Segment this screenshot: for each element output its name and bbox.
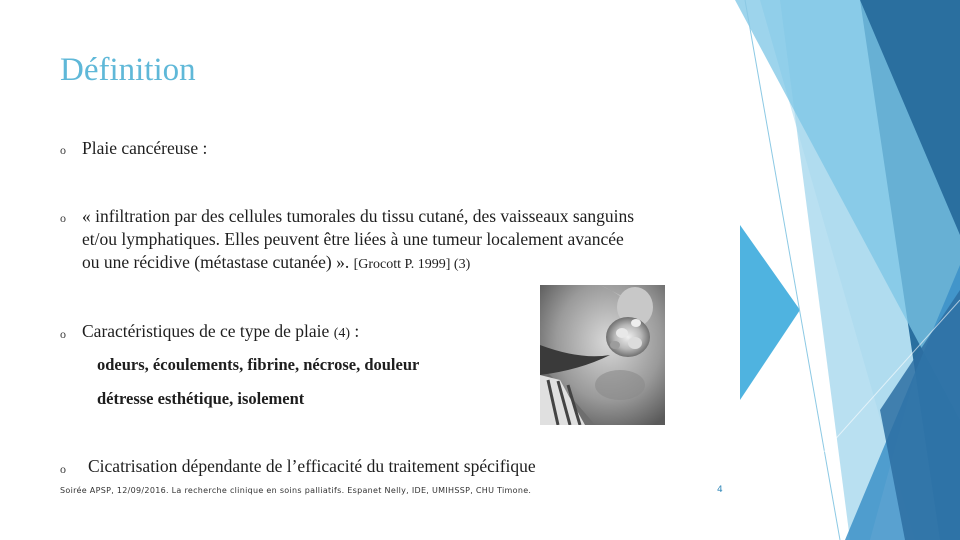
bullet-cicatrisation: Cicatrisation dépendante de l’efficacité du traitement spécifique: [88, 456, 536, 476]
bullet-marker: o: [60, 327, 66, 341]
definition-line: ou une récidive (métastase cutanée) ».: [82, 252, 350, 272]
wound-photo-image: [540, 285, 665, 425]
page-number: 4: [717, 485, 723, 495]
definition-line: et/ou lymphatiques. Elles peuvent être liées à une tumeur localement avancée: [82, 229, 624, 249]
definition-line: « infiltration par des cellules tumorales du tissu cutané, des vaisseaux sanguins: [82, 206, 635, 226]
bullet-marker: o: [60, 462, 66, 476]
sub-item-psychosocial: détresse esthétique, isolement: [97, 389, 305, 408]
caracteristiques-colon: :: [354, 321, 360, 341]
slide-title: Définition: [60, 52, 196, 88]
bullet-definition: [82, 205, 732, 276]
bullet-marker: o: [60, 143, 66, 157]
caracteristiques-text: Caractéristiques de ce type de plaie: [82, 321, 330, 341]
bullet-caracteristiques: [82, 320, 359, 345]
deco-triangle: [740, 225, 800, 400]
wound-photo: [540, 285, 665, 425]
bullet-plaie: Plaie cancéreuse :: [82, 138, 208, 158]
definition-citation: [Grocott P. 1999] (3): [353, 257, 471, 272]
bullet-marker: o: [60, 211, 66, 225]
sub-item-symptoms: odeurs, écoulements, fibrine, nécrose, douleur: [97, 355, 420, 374]
footer-text: Soirée APSP, 12/09/2016. La recherche clinique en soins palliatifs. Espanet Nelly, IDE, UMIHSSP, CHU Timone.: [60, 486, 532, 495]
caracteristiques-ref: (4): [333, 326, 351, 341]
